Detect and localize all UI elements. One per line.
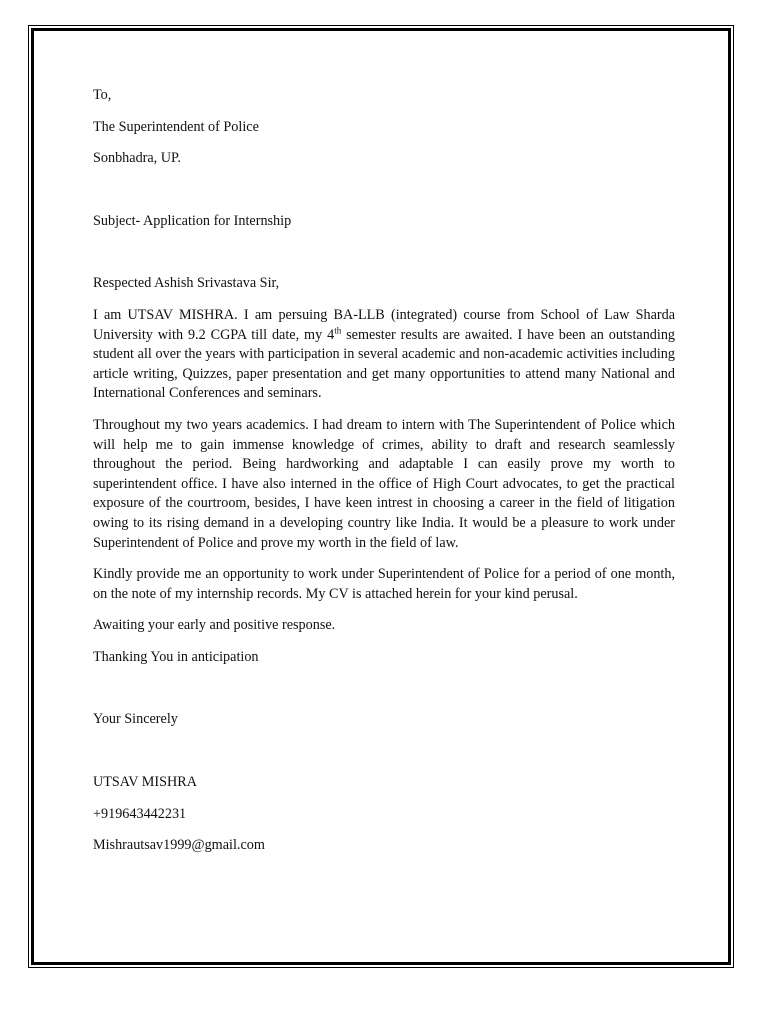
thanking-line: Thanking You in anticipation [93, 648, 259, 665]
salutation: Respected Ashish Srivastava Sir, [93, 275, 280, 292]
recipient-address: Sonbhadra, UP. [93, 150, 181, 167]
paragraph-introduction-part1: I am UTSAV MISHRA. I am persuing BA-LLB (integrated) course from School of Law Sharda University with 9.2 CGPA till date, my 4 [93, 306, 675, 343]
paragraph-motivation: Throughout my two years academics. I had dream to intern with The Superintendent of Police which will help me to gain immense knowledge of crimes, ability to draft and research seamlessly throughout the period. Being hardworking and adaptable I can easily prove my worth to superintendent office. I have also interned in the office of High Court advocates, to get the practical exposure of the courtroom, besides, I have keen intrest in choosing a career in the field of litigation owing to its rising demand in a developing country like India. It would be a pleasure to work under Superintendent of Police and prove my worth in the field of law. [93, 416, 675, 551]
letter-to: To, [93, 87, 112, 103]
closing: Your Sincerely [93, 711, 178, 728]
ordinal-superscript: th [334, 324, 342, 335]
phone-number: +919643442231 [93, 805, 187, 822]
letter-body [93, 86, 675, 856]
signature-name: UTSAV MISHRA [93, 774, 197, 791]
letter-subject: Subject- Application for Internship [93, 212, 292, 229]
recipient-title: The Superintendent of Police [93, 118, 259, 135]
paragraph-introduction-part2: semester results are awaited. I have been an outstanding student all over the years with participation in several academic and non-academic activities including article writing, Quizzes, paper presentation and get many opportunities to attend many National and International Conferences and seminars. [93, 326, 676, 402]
paragraph-introduction [93, 306, 675, 404]
email-address: Mishrautsav1999@gmail.com [93, 837, 265, 854]
awaiting-response: Awaiting your early and positive response. [93, 617, 336, 634]
paragraph-request: Kindly provide me an opportunity to work under Superintendent of Police for a period of one month, on the note of my internship records. My CV is attached herein for your kind perusal. [93, 566, 675, 602]
